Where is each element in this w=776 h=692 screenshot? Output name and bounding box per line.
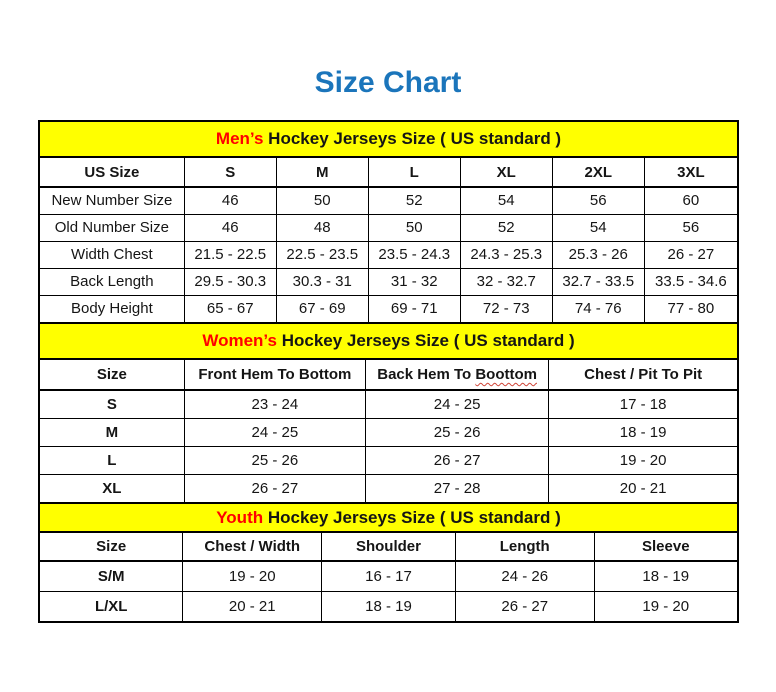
row-label: XL [40,474,184,502]
size-chart-frame [38,120,739,623]
womens-table-row [40,390,737,418]
cell-value: 60 [644,187,737,214]
womens-table-row [40,446,737,474]
cell-value: 32 - 32.7 [460,268,552,295]
column-header: Back Hem To Boottom [365,360,548,390]
page-title: Size Chart [314,66,462,99]
cell-value: 19 - 20 [183,561,322,591]
column-header: Front Hem To Bottom [184,360,365,390]
cell-value: 26 - 27 [365,446,548,474]
cell-value: 33.5 - 34.6 [644,268,737,295]
column-header: US Size [40,158,184,187]
cell-value: 72 - 73 [460,295,552,322]
column-header: S [184,158,276,187]
cell-value: 20 - 21 [549,474,737,502]
column-header: 3XL [644,158,737,187]
misspelled-word: Boottom [475,366,537,383]
cell-value: 19 - 20 [594,591,737,621]
cell-value: 29.5 - 30.3 [184,268,276,295]
cell-value: 21.5 - 22.5 [184,241,276,268]
cell-value: 67 - 69 [276,295,368,322]
cell-value: 18 - 19 [549,418,737,446]
cell-value: 74 - 76 [552,295,644,322]
cell-value: 50 [368,214,460,241]
womens-size-table [40,360,737,502]
row-label: L [40,446,184,474]
youth-table-row [40,591,737,621]
mens-size-table [40,158,737,322]
womens-title-accent: Women’s [202,331,277,350]
column-header: Size [40,360,184,390]
cell-value: 25.3 - 26 [552,241,644,268]
cell-value: 24 - 25 [365,390,548,418]
column-header: Chest / Width [183,533,322,561]
cell-value: 46 [184,187,276,214]
column-header: Shoulder [322,533,456,561]
mens-table-row [40,295,737,322]
mens-header-row [40,158,737,187]
column-header: 2XL [552,158,644,187]
cell-value: 32.7 - 33.5 [552,268,644,295]
youth-title-rest: Hockey Jerseys Size ( US standard ) [263,507,561,527]
mens-table-row [40,241,737,268]
womens-title-rest: Hockey Jerseys Size ( US standard ) [276,331,575,350]
cell-value: 69 - 71 [368,295,460,322]
cell-value: 25 - 26 [184,446,365,474]
row-label: Body Height [40,295,184,322]
row-label: S [40,390,184,418]
column-header: Chest / Pit To Pit [549,360,737,390]
youth-table-row [40,561,737,591]
cell-value: 65 - 67 [184,295,276,322]
cell-value: 50 [276,187,368,214]
cell-value: 19 - 20 [549,446,737,474]
column-header: Sleeve [594,533,737,561]
column-header: Size [40,533,183,561]
youth-title-accent: Youth [216,507,264,527]
cell-value: 18 - 19 [594,561,737,591]
mens-table-row [40,268,737,295]
row-label: Old Number Size [40,214,184,241]
cell-value: 16 - 17 [322,561,456,591]
row-label: Width Chest [40,241,184,268]
column-header: L [368,158,460,187]
cell-value: 56 [552,187,644,214]
row-label: L/XL [40,591,183,621]
cell-value: 24 - 25 [184,418,365,446]
mens-title-rest: Hockey Jerseys Size ( US standard ) [263,129,562,148]
cell-value: 17 - 18 [549,390,737,418]
mens-table-row [40,187,737,214]
row-label: M [40,418,184,446]
cell-value: 23.5 - 24.3 [368,241,460,268]
womens-table-row [40,474,737,502]
youth-header-row [40,533,737,561]
cell-value: 48 [276,214,368,241]
cell-value: 24 - 26 [455,561,594,591]
cell-value: 30.3 - 31 [276,268,368,295]
cell-value: 20 - 21 [183,591,322,621]
youth-size-table [40,533,737,621]
cell-value: 26 - 27 [455,591,594,621]
row-label: S/M [40,561,183,591]
cell-value: 46 [184,214,276,241]
row-label: Back Length [40,268,184,295]
cell-value: 27 - 28 [365,474,548,502]
cell-value: 26 - 27 [184,474,365,502]
row-label: New Number Size [40,187,184,214]
cell-value: 26 - 27 [644,241,737,268]
cell-value: 52 [460,214,552,241]
cell-value: 31 - 32 [368,268,460,295]
youth-section-title [40,502,737,533]
womens-table-row [40,418,737,446]
mens-section-title [40,122,737,158]
womens-section-title [40,322,737,360]
column-header: M [276,158,368,187]
mens-title-accent: Men’s [215,129,264,148]
column-header: Length [455,533,594,561]
cell-value: 54 [552,214,644,241]
womens-header-row [40,360,737,390]
cell-value: 24.3 - 25.3 [460,241,552,268]
cell-value: 77 - 80 [644,295,737,322]
column-header: XL [460,158,552,187]
cell-value: 23 - 24 [184,390,365,418]
cell-value: 54 [460,187,552,214]
cell-value: 56 [644,214,737,241]
cell-value: 25 - 26 [365,418,548,446]
mens-table-row [40,214,737,241]
cell-value: 52 [368,187,460,214]
cell-value: 18 - 19 [322,591,456,621]
cell-value: 22.5 - 23.5 [276,241,368,268]
